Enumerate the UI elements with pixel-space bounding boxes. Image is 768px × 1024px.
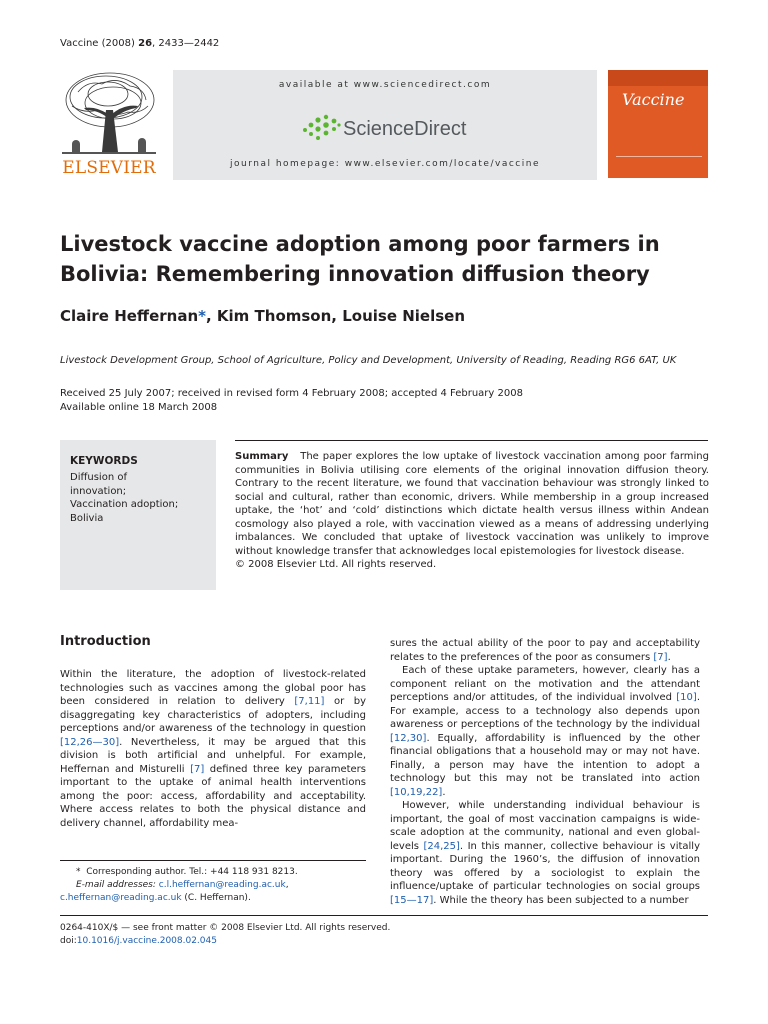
abstract-summary: Summary The paper explores the low uptake of livestock vaccination among poor farming communities in Bolivia utilising core elements of the original innovation diffusion theory. Contrary to the recent literature, we found that vaccination behaviour was strongly linked to social and cultural, rather than economic, drivers. While membership in a group increased uptake, the ‘hot’ and ‘cold’ distinctions which dictate health versus illness within Andean cosmology also played a role, with vaccination viewed as a means of addressing underlying imbalances. We concluded that uptake of livestock vaccination was unlikely to improve without knowledge transfer that acknowledges local epistemologies for livestock disease. © 2008 Elsevier Ltd. All rights reserved. [235, 451, 709, 570]
available-at-text[interactable]: available at www.sciencedirect.com [278, 80, 492, 90]
affiliation: Livestock Development Group, School of Agriculture, Policy and Development, University of Reading, Reading RG6 6AT, UK [60, 355, 677, 366]
citation-link[interactable]: [15—17] [390, 894, 434, 906]
corresponding-author-note: * Corresponding author. Tel.: +44 118 931 8213. [76, 867, 298, 877]
header-banner [173, 70, 597, 180]
journal-reference: Vaccine (2008) 26, 2433—2442 [60, 38, 220, 49]
front-matter [60, 922, 390, 948]
citation-link[interactable]: [24,25] [423, 840, 460, 852]
cover-title: Vaccine [622, 90, 685, 109]
paragraph: Within the literature, the adoption of livestock-related technologies such as vaccines among the global poor has been considered in relation to delivery [7,11] or by disaggregating key characteristics of adopters, including perceptions and/or awareness of the technology in question [12,26—30]. Nevertheless, it may be argued that this division is both artificial and unhelpful. For example, Heffernan and Misturelli [7] defined three key parameters important to the uptake of animal health interventions among the poor: access, affordability and acceptability. Where access relates to both the physical distance and delivery channel, affordability mea- [60, 669, 366, 829]
journal-cover-image[interactable] [608, 70, 708, 178]
email-link[interactable]: c.heffernan@reading.ac.uk [60, 893, 182, 903]
elsevier-wordmark: ELSEVIER [62, 158, 156, 178]
issn-line: 0264-410X/$ — see front matter © 2008 Elsevier Ltd. All rights reserved. [60, 923, 391, 933]
citation-link[interactable]: [10] [676, 692, 697, 703]
paragraph: However, while understanding individual behaviour is important, the goal of most vaccination campaigns is wide-scale adoption at the community, national and even global-levels [24,25]. In this manner, collective behaviour is vitally important. During the 1960’s, the diffusion of innovation theory was offered by a sociologist to explain the influence/uptake of particular technologies on social groups [15—17]. While the theory has been subjected to a number [390, 800, 700, 906]
paragraph: Each of these uptake parameters, however, clearly has a component reliant on the motivation and the attendant perceptions and/or attitudes, of the individual involved [10]. For example, access to a technology also depends upon awareness or perceptions of the technology by the individual [12,30]. Equally, affordability is influenced by the other financial obligations that a household may or may not have. Finally, a person may have the intention to adopt a technology but this may not be translated into action [10,19,22]. [390, 665, 700, 798]
citation-link[interactable]: [7,11] [294, 696, 325, 707]
frontmatter-divider [60, 915, 708, 916]
elsevier-tree-icon [58, 70, 160, 156]
paragraph: sures the actual ability of the poor to pay and acceptability relates to the preferences of the poor as consumers [7]. [390, 638, 700, 663]
summary-label: Summary [235, 451, 289, 462]
citation-link[interactable]: [7] [190, 763, 205, 775]
summary-divider [235, 440, 708, 441]
copyright-line: © 2008 Elsevier Ltd. All rights reserved. [235, 559, 437, 570]
doi-line: doi:10.1016/j.vaccine.2008.02.045 [60, 936, 217, 946]
article-history: Received 25 July 2007; received in revised form 4 February 2008; accepted 4 February 2008 Available online 18 March 2008 [60, 388, 523, 413]
cover-top-band [608, 70, 708, 86]
email-line: c.heffernan@reading.ac.uk (C. Heffernan). [60, 893, 251, 903]
citation-link[interactable]: [10,19,22] [390, 786, 443, 798]
journal-homepage-text[interactable]: journal homepage: www.elsevier.com/locate/vaccine [229, 159, 540, 169]
email-link[interactable]: c.l.heffernan@reading.ac.uk [158, 880, 286, 890]
body-column-right [390, 637, 700, 907]
citation-link[interactable]: [12,30] [390, 732, 427, 744]
section-heading-introduction: Introduction [60, 634, 151, 649]
sciencedirect-dots-icon [301, 114, 341, 144]
keyword-line: Diffusion of [70, 472, 127, 483]
doi-link[interactable]: 10.1016/j.vaccine.2008.02.045 [76, 936, 217, 946]
footnote [60, 866, 366, 905]
footnote-divider [60, 860, 366, 861]
sciencedirect-logo[interactable] [301, 112, 481, 146]
author-list: Claire Heffernan*, Kim Thomson, Louise Nielsen [60, 307, 466, 325]
citation-link[interactable]: [7] [653, 651, 668, 663]
keyword-line: innovation; [70, 485, 127, 497]
keyword-line: Bolivia [70, 512, 104, 524]
keywords-list [70, 471, 178, 525]
article-title: Livestock vaccine adoption among poor farmers in Bolivia: Remembering innovation diffusion theory [60, 232, 660, 286]
keyword-line: Vaccination adoption; [70, 499, 179, 510]
corresponding-author-marker[interactable]: * [198, 307, 206, 325]
sciencedirect-wordmark: ScienceDirect [343, 118, 467, 140]
elsevier-logo[interactable] [58, 70, 160, 180]
email-line: E-mail addresses: c.l.heffernan@reading.ac.uk, [76, 880, 289, 890]
keywords-heading: KEYWORDS [70, 455, 138, 467]
citation-link[interactable]: [12,26—30] [60, 736, 120, 748]
cover-fineprint-rule [616, 156, 702, 170]
keywords-box [60, 440, 216, 590]
body-column-left [60, 668, 366, 830]
